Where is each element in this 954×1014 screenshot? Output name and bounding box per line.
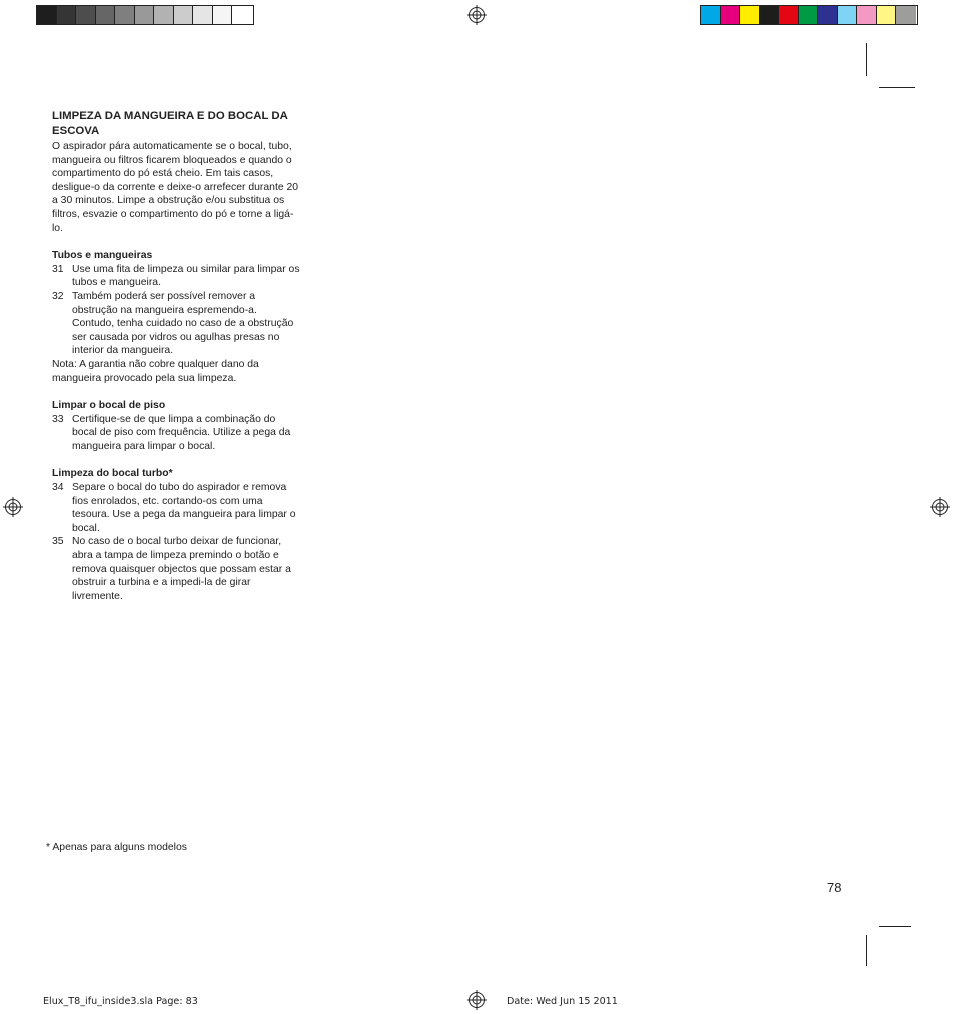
slug-date: Date: Wed Jun 15 2011 [507, 996, 618, 1007]
subheading: Limpar o bocal de piso [52, 400, 166, 412]
item-text: No caso de o bocal turbo deixar de funcionar, abra a tampa de limpeza premindo o botão e remova quaisquer objectos que possam estar a obstruir a turbina e a impedi-la de girar livremente. [72, 536, 291, 602]
list-item [52, 413, 300, 454]
footnote: * Apenas para alguns modelos [46, 842, 187, 853]
section-turbo-nozzle [52, 467, 300, 603]
color-swatch [37, 6, 57, 24]
registration-mark-icon [467, 990, 487, 1010]
list-item [52, 481, 300, 535]
item-text: Também poderá ser possível remover a obstrução na mangueira espremendo-a. Contudo, tenha cuidado no caso de a obstrução ser causada por vidros ou agulhas presas no interior da mangueira. [72, 290, 294, 357]
section-floor-nozzle [52, 399, 300, 453]
color-swatch [76, 6, 96, 24]
crop-mark [866, 935, 867, 966]
subheading: Tubos e mangueiras [52, 250, 153, 262]
item-number: 33 [52, 413, 64, 425]
item-text: Use uma fita de limpeza ou similar para limpar os tubos e mangueira. [72, 263, 300, 289]
color-swatch [721, 6, 741, 24]
registration-mark-icon [467, 5, 487, 25]
warranty-note: Nota: A garantia não cobre qualquer dano da mangueira provocado pela sua limpeza. [52, 358, 259, 384]
registration-mark-icon [930, 497, 950, 517]
item-text: Separe o bocal do tubo do aspirador e remova fios enrolados, etc. cortando-os com uma tesoura. Use a pega da mangueira para limpar o bocal. [72, 482, 296, 534]
color-swatch [193, 6, 213, 24]
color-swatch [96, 6, 116, 24]
crop-mark [879, 926, 911, 927]
section-heading: LIMPEZA DA MANGUEIRA E DO BOCAL DA ESCOVA [52, 110, 288, 137]
crop-mark [866, 43, 867, 76]
color-swatch [154, 6, 174, 24]
color-swatch [174, 6, 194, 24]
color-swatch [232, 6, 252, 24]
grayscale-calibration-bar [36, 5, 254, 25]
item-number: 31 [52, 263, 64, 275]
registration-mark-icon [3, 497, 23, 517]
color-swatch [135, 6, 155, 24]
list-item [52, 290, 300, 358]
color-swatch [760, 6, 780, 24]
item-number: 32 [52, 290, 64, 302]
color-swatch [877, 6, 897, 24]
subheading: Limpeza do bocal turbo* [52, 468, 173, 480]
color-swatch [896, 6, 916, 24]
slug-file-info: Elux_T8_ifu_inside3.sla Page: 83 [43, 996, 198, 1007]
color-swatch [779, 6, 799, 24]
color-swatch [838, 6, 858, 24]
color-calibration-bar [700, 5, 918, 25]
article [52, 109, 300, 603]
color-swatch [701, 6, 721, 24]
item-number: 34 [52, 482, 64, 494]
color-swatch [740, 6, 760, 24]
crop-mark [879, 87, 915, 88]
section-tubes [52, 249, 300, 385]
page-number: 78 [827, 880, 842, 895]
intro-paragraph: O aspirador pára automaticamente se o bocal, tubo, mangueira ou filtros ficarem bloqueados e quando o compartimento do pó está cheio. Em tais casos, desligue-o da corrente e deixe-o arrefecer durante 20 a 30 minutos. Limpe a obstrução e/ou substitua os filtros, esvazie o compartimento do pó e torne a ligá-lo. [52, 141, 299, 234]
color-swatch [818, 6, 838, 24]
list-item [52, 535, 300, 603]
color-swatch [57, 6, 77, 24]
color-swatch [213, 6, 233, 24]
color-swatch [115, 6, 135, 24]
item-number: 35 [52, 536, 64, 548]
list-item [52, 263, 300, 290]
color-swatch [799, 6, 819, 24]
item-text: Certifique-se de que limpa a combinação do bocal de piso com frequência. Utilize a pega da mangueira para limpar o bocal. [72, 413, 291, 452]
color-swatch [857, 6, 877, 24]
